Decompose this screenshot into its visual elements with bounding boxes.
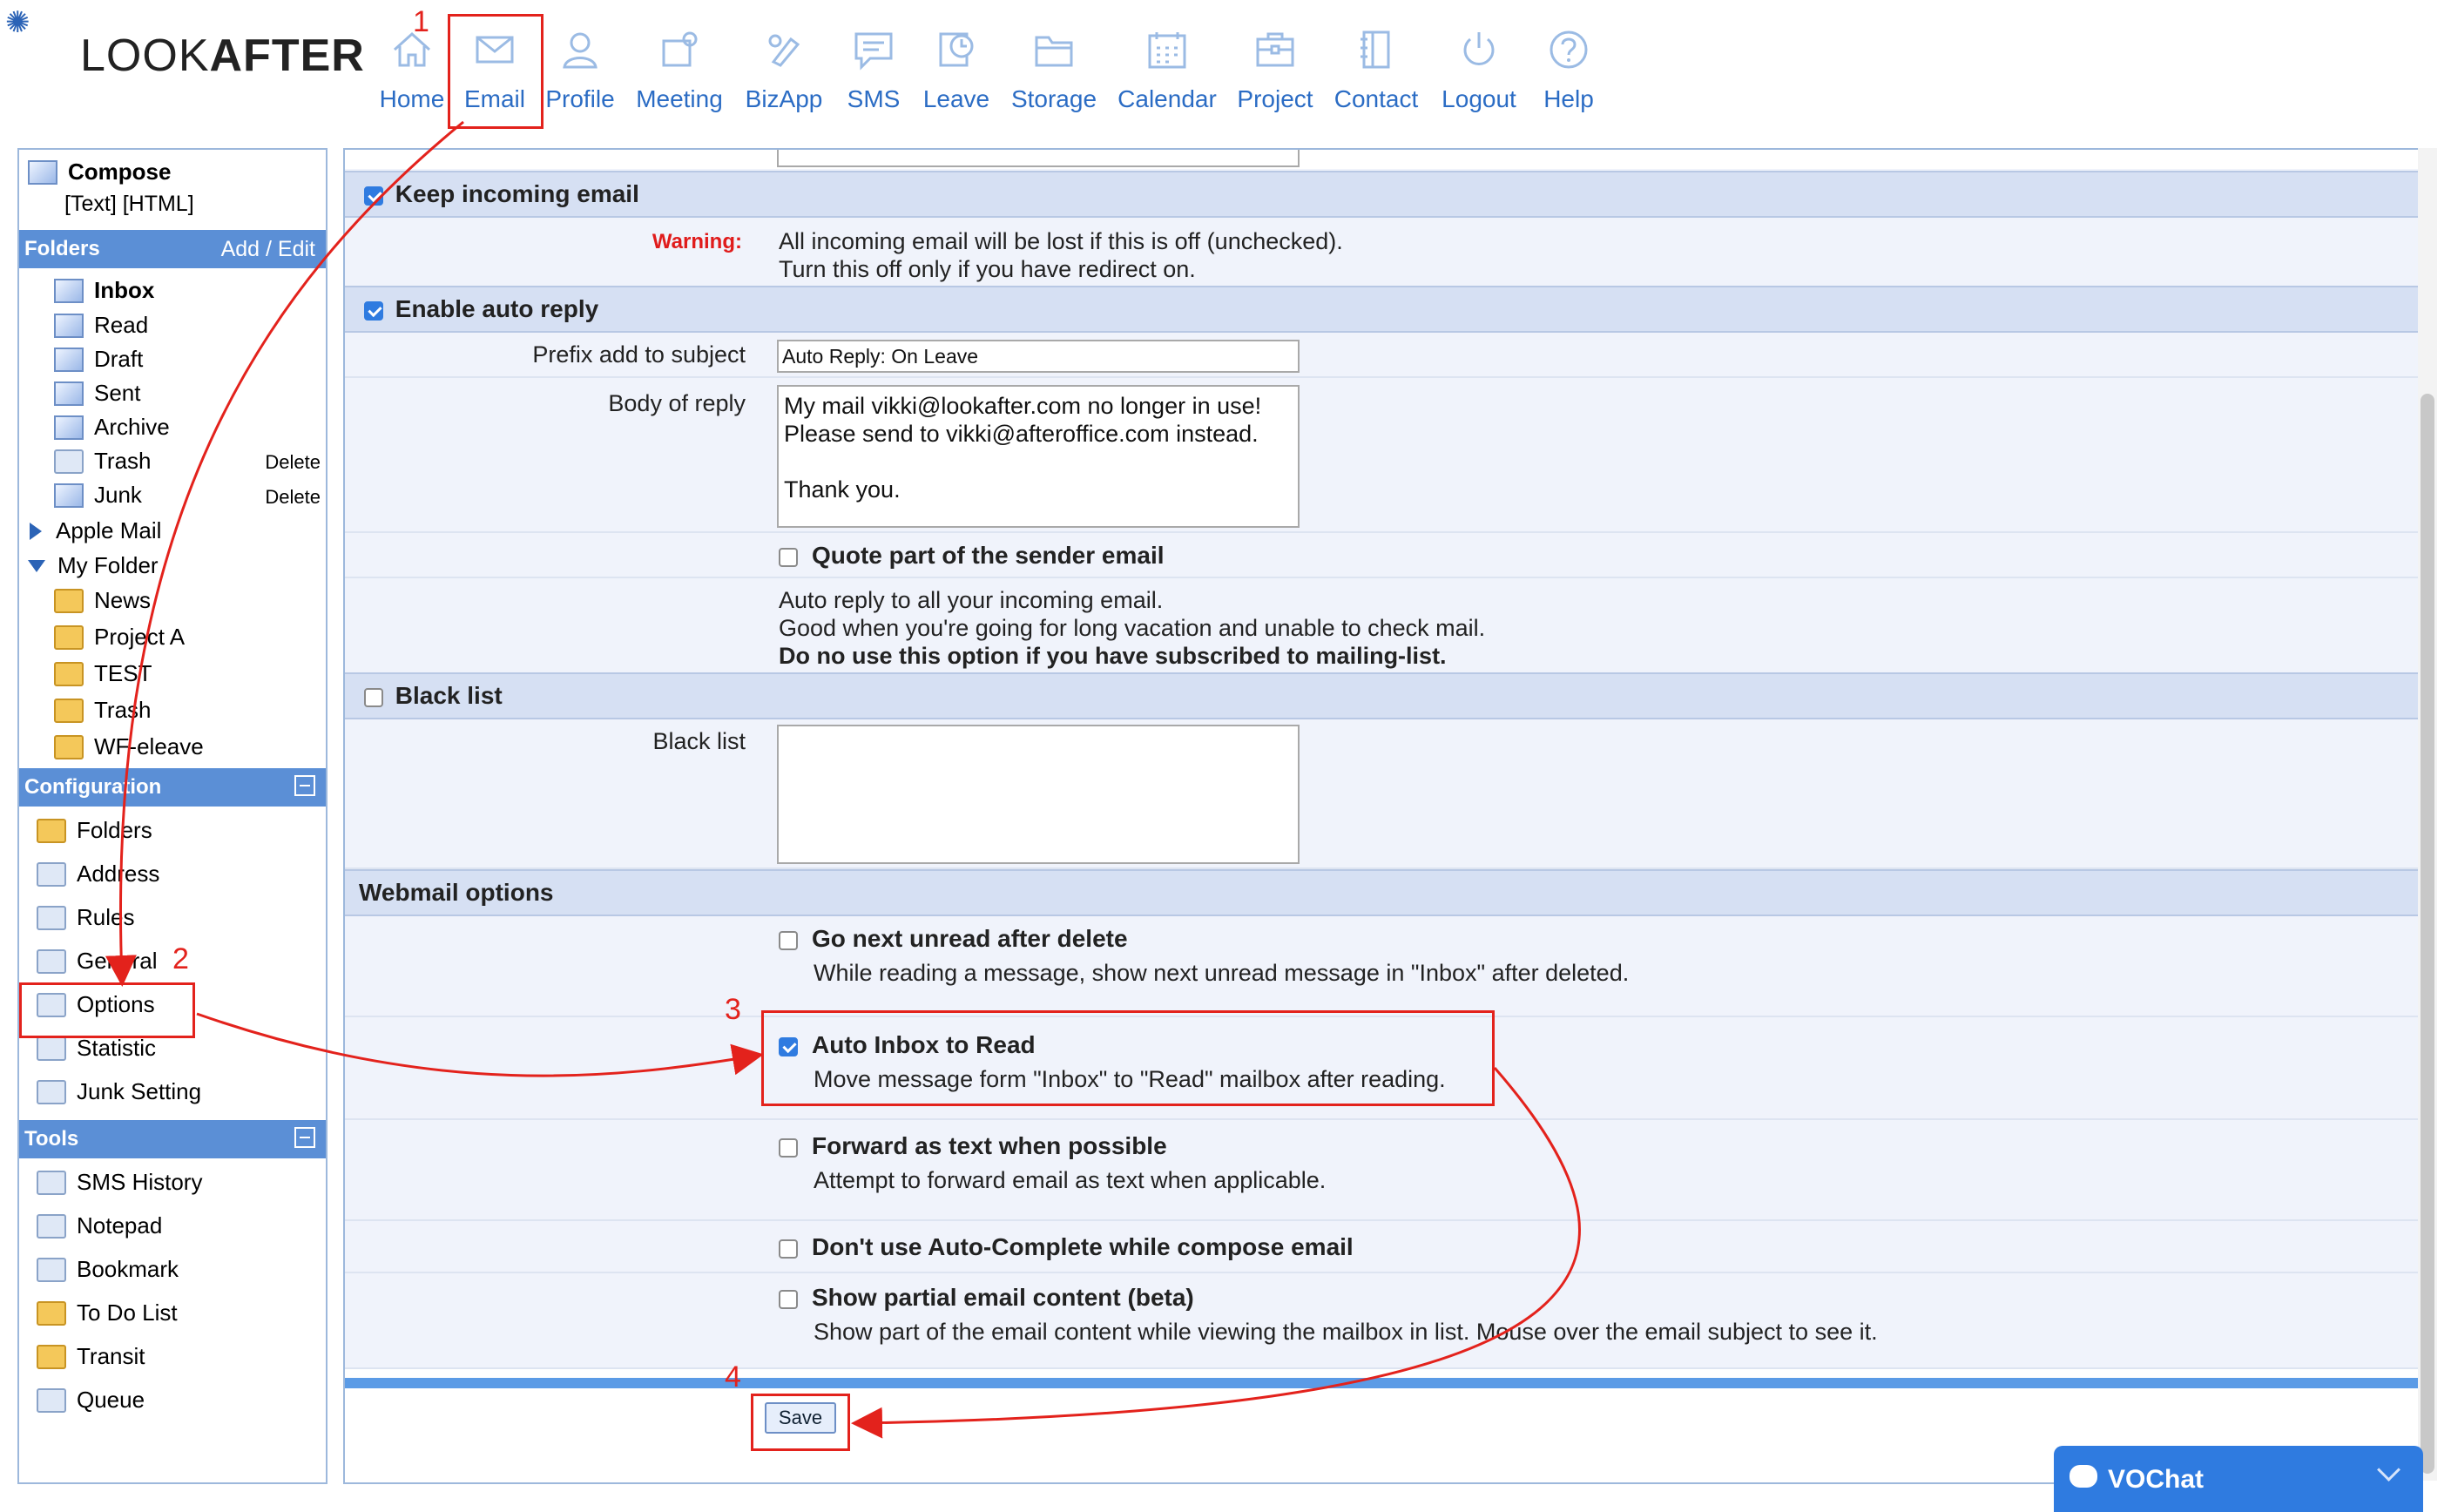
nav-profile[interactable]: Profile <box>544 21 617 113</box>
folder-sent[interactable]: Sent <box>54 380 141 407</box>
corner-gear-icon: ✺ <box>5 6 30 39</box>
option-forward-as-text[interactable]: Forward as text when possible Attempt to forward email as text when applicable. <box>779 1132 1326 1194</box>
folders-add-edit-link[interactable]: Add / Edit <box>220 237 315 261</box>
option-go-next-unread[interactable]: Go next unread after delete While reading a message, show next unread message in "Inbox" after deleted. <box>779 925 1629 987</box>
scrollbar-thumb[interactable] <box>2421 394 2434 1474</box>
config-address[interactable]: Address <box>37 861 159 888</box>
config-statistic[interactable]: Statistic <box>37 1035 156 1062</box>
folder-news[interactable]: News <box>54 587 151 614</box>
tool-notepad[interactable]: Notepad <box>37 1212 162 1239</box>
nav-logout[interactable]: Logout <box>1437 21 1521 113</box>
trash-delete-link[interactable]: Delete <box>265 451 321 473</box>
warning-label: Warning: <box>652 230 742 253</box>
webmail-options-header: Webmail options <box>345 869 2418 916</box>
folder-test[interactable]: TEST <box>54 660 152 687</box>
chevron-down-icon[interactable] <box>2377 1458 2400 1482</box>
tool-queue[interactable]: Queue <box>37 1387 145 1414</box>
nav-storage[interactable]: Storage <box>1007 21 1101 113</box>
annotation-step-2: 2 <box>172 942 189 975</box>
chat-bubbles-icon <box>2070 1465 2097 1488</box>
nav-home[interactable]: Home <box>378 21 446 113</box>
folder-archive[interactable]: Archive <box>54 414 170 441</box>
config-rules[interactable]: Rules <box>37 904 134 931</box>
folder-read[interactable]: Read <box>54 312 148 339</box>
nav-email[interactable]: Email <box>460 21 530 113</box>
nav-project[interactable]: Project <box>1233 21 1317 113</box>
vochat-widget[interactable]: VOChat <box>2054 1446 2423 1512</box>
folder-my-folder[interactable]: My Folder <box>28 552 159 579</box>
compose-link[interactable]: Compose <box>28 159 171 186</box>
auto-reply-header: Enable auto reply <box>345 286 2418 333</box>
folders-header: Folders Add / Edit <box>19 230 326 268</box>
folder-project-a[interactable]: Project A <box>54 624 185 651</box>
nav-bizapp[interactable]: BizApp <box>742 21 826 113</box>
nav-leave[interactable]: Leave <box>920 21 993 113</box>
warning-line-2: Turn this off only if you have redirect on. <box>779 256 1196 282</box>
auto-reply-info-1: Auto reply to all your incoming email. <box>779 587 1164 613</box>
compose-html-link[interactable]: HTML <box>128 192 188 216</box>
tool-transit[interactable]: Transit <box>37 1343 145 1370</box>
body-label: Body of reply <box>608 390 746 416</box>
prefix-label: Prefix add to subject <box>532 341 746 368</box>
nav-contact[interactable]: Contact <box>1331 21 1421 113</box>
black-list-header: Black list <box>345 672 2418 719</box>
config-options[interactable]: Options <box>37 991 155 1018</box>
config-general[interactable]: General <box>37 948 158 975</box>
compose-text-link[interactable]: Text <box>70 192 111 216</box>
configuration-header: Configuration <box>19 768 326 807</box>
folder-wf-eleave[interactable]: WF-eleave <box>54 733 204 760</box>
arrow-options-to-auto-inbox <box>197 1014 756 1076</box>
nav-help[interactable]: Help <box>1536 21 1601 113</box>
black-list-label: Black list <box>652 728 746 754</box>
folder-junk[interactable]: Junk <box>54 482 142 509</box>
auto-reply-info-2: Good when you're going for long vacation and unable to check mail. <box>779 615 1486 641</box>
folder-draft[interactable]: Draft <box>54 346 143 373</box>
folder-trash[interactable]: Trash <box>54 448 152 475</box>
folder-inbox[interactable]: Inbox <box>54 277 154 304</box>
annotation-step-1: 1 <box>413 5 429 38</box>
option-auto-inbox-to-read[interactable]: Auto Inbox to Read Move message form "Inbox" to "Read" mailbox after reading. <box>779 1031 1446 1093</box>
nav-meeting[interactable]: Meeting <box>632 21 726 113</box>
tool-todo-list[interactable]: To Do List <box>37 1299 178 1326</box>
option-show-partial-content[interactable]: Show partial email content (beta) Show part of the email content while viewing the mailbox in list. Mouse over the email subject to see it. <box>779 1284 1878 1346</box>
option-no-autocomplete[interactable]: Don't use Auto-Complete while compose email <box>779 1233 1354 1261</box>
warning-line-1: All incoming email will be lost if this is off (unchecked). <box>779 228 1343 254</box>
save-button[interactable]: Save <box>765 1402 836 1434</box>
arrow-auto-inbox-to-save <box>859 1068 1579 1423</box>
auto-reply-info-3: Do no use this option if you have subscribed to mailing-list. <box>779 643 1447 669</box>
nav-calendar[interactable]: Calendar <box>1115 21 1219 113</box>
config-folders[interactable]: Folders <box>37 817 152 844</box>
config-junk-setting[interactable]: Junk Setting <box>37 1078 201 1105</box>
folder-apple-mail[interactable]: Apple Mail <box>30 517 161 544</box>
folder-my-trash[interactable]: Trash <box>54 697 152 724</box>
compose-format-links: [ Text ] [ HTML ] <box>64 192 194 216</box>
nav-sms[interactable]: SMS <box>843 21 904 113</box>
annotation-step-3: 3 <box>725 993 741 1026</box>
lookafter-logo[interactable]: LOOKAFTER <box>80 30 365 81</box>
junk-delete-link[interactable]: Delete <box>265 486 321 508</box>
tool-sms-history[interactable]: SMS History <box>37 1169 202 1196</box>
arrow-email-to-options <box>120 122 463 979</box>
keep-incoming-header: Keep incoming email <box>345 171 2418 218</box>
tools-header: Tools <box>19 1120 326 1158</box>
quote-option[interactable]: Quote part of the sender email <box>779 542 1165 570</box>
annotation-step-4: 4 <box>725 1360 741 1394</box>
tool-bookmark[interactable]: Bookmark <box>37 1256 179 1283</box>
